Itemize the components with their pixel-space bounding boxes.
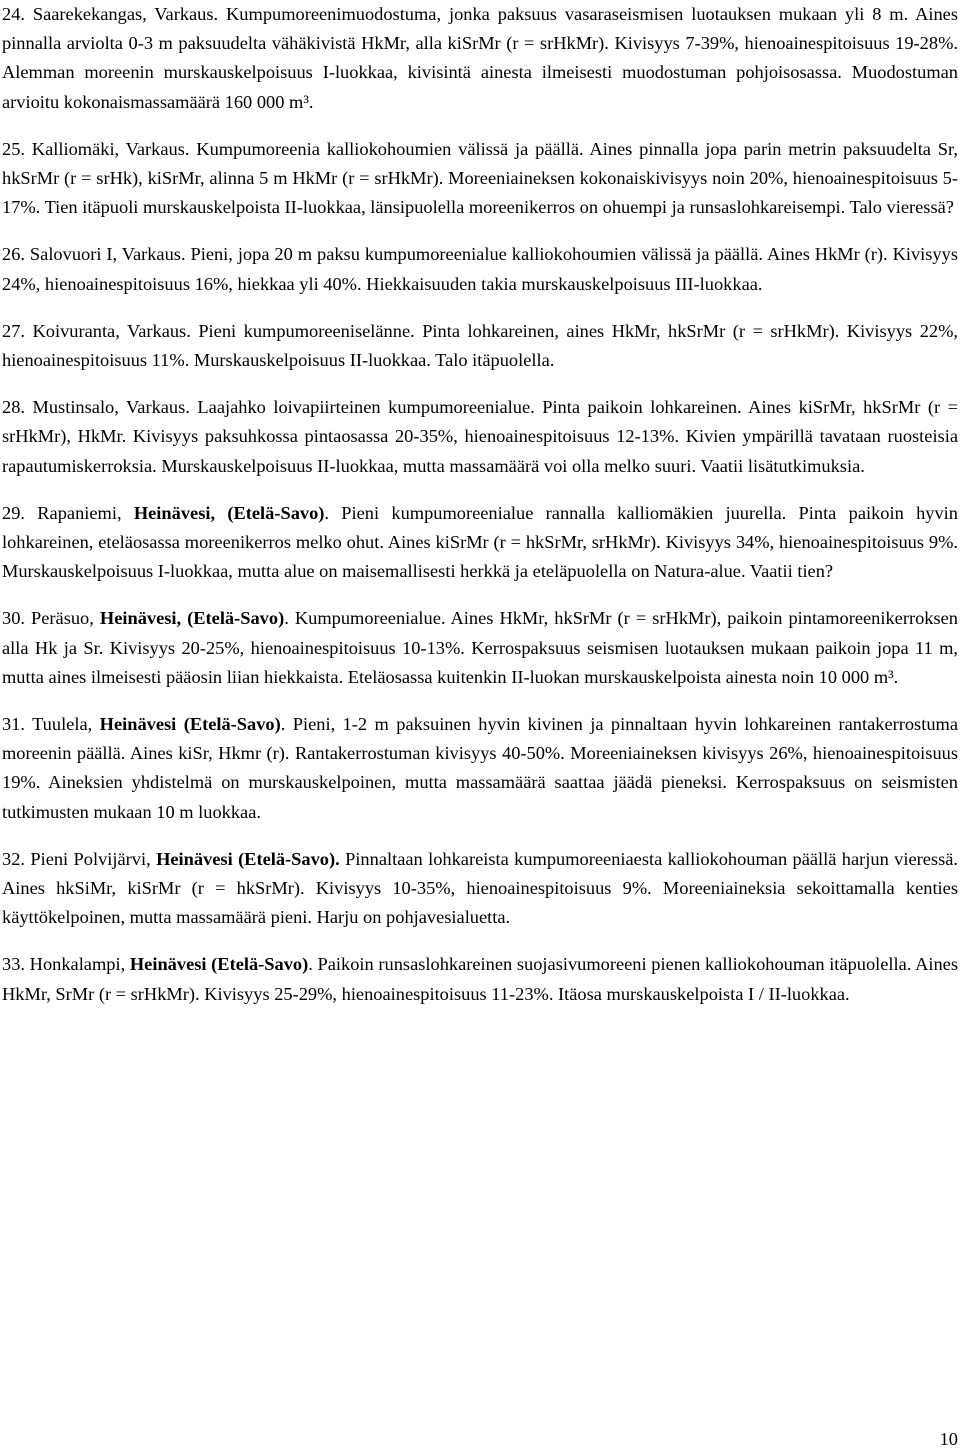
entry-32 [2, 845, 958, 933]
entry-27 [2, 317, 958, 375]
entry-region: Heinävesi (Etelä-Savo). [156, 848, 340, 869]
entry-29 [2, 499, 958, 587]
entry-heading: 25. Kalliomäki, Varkaus. [2, 138, 190, 159]
entry-heading: 27. Koivuranta, Varkaus. [2, 320, 191, 341]
entry-24 [2, 0, 958, 117]
entry-text: . Pieni kumpumoreenialue rannalla kalliomäkien juurella. Pinta paikoin hyvin lohkareinen, eteläosassa moreenikerros melko ohut. Aines kiSrMr (r = hkSrMr, srHkMr). Kivisyys 34%, hienoainespitoisuus 9%. Murskauskelpoisuus I-luokkaa, mutta alue on maisemallisesti herkkä ja eteläpuolella on Natura-alue. Vaatii tien? [2, 502, 958, 582]
entry-33 [2, 950, 958, 1008]
entry-text: . Pieni, 1-2 m paksuinen hyvin kivinen ja pinnaltaan hyvin lohkareinen rantakerrostuma moreenin päällä. Aines kiSr, Hkmr (r). Rantakerrostuman kivisyys 40-50%. Moreeniaineksen kivisyys 26%, hienoainespitoisuus 19%. Aineksien yhdistelmä on murskauskelpoinen, mutta massamäärä saattaa jäädä pieneksi. Kerrospaksuus on seismisten tutkimusten mukaan 10 m luokkaa. [2, 714, 958, 822]
entry-text: Laajahko loivapiirteinen kumpumoreenialue. Pinta paikoin lohkareinen. Aines kiSrMr, hkSrMr (r = srHkMr), HkMr. Kivisyys paksuhkossa pintaosassa 20-35%, hienoainespitoisuus 12-13%. Kivien ympärillä tavataan ruosteisia rapautumiskerroksia. Murskauskelpoisuus II-luokkaa, mutta massamäärä voi olla melko suuri. Vaatii lisätutkimuksia. [2, 397, 959, 476]
entry-text: . Paikoin runsaslohkareinen suojasivumoreeni pienen kalliokohouman itäpuolella. Aines HkMr, SrMr (r = srHkMr). Kivisyys 25-29%, hienoainespitoisuus 11-23%. Itäosa murskauskelpoista I / II-luokkaa. [2, 954, 958, 1004]
entry-28 [2, 393, 958, 481]
page-number: 10 [939, 1429, 958, 1449]
entry-region: Heinävesi (Etelä-Savo) [99, 714, 281, 735]
entry-region: Heinävesi, (Etelä-Savo) [133, 502, 325, 523]
entry-text: Pieni, jopa 20 m paksu kumpumoreenialue kalliokohoumien välissä ja päällä. Aines HkMr (r). Kivisyys 24%, hienoainespitoisuus 16%, hiekkaa yli 40%. Hiekkaisuuden takia murskauskelpoisuus III-luokkaa. [2, 244, 958, 294]
entry-text: Pinnaltaan lohkareista kumpumoreeniaesta kalliokohouman päällä harjun vieressä. Aines hkSiMr, kiSrMr (r = hkSrMr). Kivisyys 10-35%, hienoainespitoisuus 9%. Moreeniaineksia sekoittamalla kenties käyttökelpoinen, mutta massamäärä pieni. Harju on pohjavesialuetta. [2, 848, 958, 928]
entries-list [2, 0, 958, 1027]
entry-30 [2, 604, 958, 692]
entry-heading: 29. Rapaniemi, [2, 502, 134, 523]
entry-heading: 26. Salovuori I, Varkaus. [2, 244, 186, 265]
entry-heading: 33. Honkalampi, [2, 954, 130, 975]
entry-heading: 32. Pieni Polvijärvi, [2, 848, 157, 869]
entry-26 [2, 240, 958, 298]
entry-region: Heinävesi (Etelä-Savo) [129, 954, 309, 975]
entry-region: Heinävesi, (Etelä-Savo) [99, 608, 285, 629]
entry-text: Kumpumoreenimuodostuma, jonka paksuus vasaraseismisen luotauksen mukaan yli 8 m. Aines pinnalla arviolta 0-3 m paksuudelta vähäkivistä HkMr, alla kiSrMr (r = srHkMr). Kivisyys 7-39%, hienoainespitoisuus 19-28%. Alemman moreenin murskauskelpoisuus I-luokkaa, kivisintä ainesta ilmeisesti muodostuman pohjoisosassa. Muodostuman arvioitu kokonaismassamäärä 160 000 m³. [2, 4, 958, 112]
entry-31 [2, 710, 958, 827]
entry-25 [2, 135, 958, 223]
entry-heading: 28. Mustinsalo, Varkaus. [2, 397, 190, 418]
entry-heading: 30. Peräsuo, [2, 608, 100, 629]
entry-text: Pieni kumpumoreeniselänne. Pinta lohkareinen, aines HkMr, hkSrMr (r = srHkMr). Kivisyys 22%, hienoainespitoisuus 11%. Murskauskelpoisuus II-luokkaa. Talo itäpuolella. [2, 320, 958, 371]
entry-heading: 24. Saarekekangas, Varkaus. [2, 4, 219, 24]
entry-text: Kumpumoreenia kalliokohoumien välissä ja päällä. Aines pinnalla jopa parin metrin paksuudelta Sr, hkSrMr (r = srHk), kiSrMr, alinna 5 m HkMr (r = srHkMr). Moreeniaineksen kokonaiskivisyys noin 20%, hienoainespitoisuus 5-17%. Tien itäpuoli murskauskelpoista II-luokkaa, länsipuolella moreenikerros on ohuempi ja runsaslohkareisempi. Talo vieressä? [2, 138, 959, 218]
entry-heading: 31. Tuulela, [2, 714, 100, 735]
entry-text: . Kumpumoreenialue. Aines HkMr, hkSrMr (r = srHkMr), paikoin pintamoreenikerroksen alla Hk ja Sr. Kivisyys 20-25%, hienoainespitoisuus 10-13%. Kerrospaksuus seismisen luotauksen mukaan paikoin jopa 11 m, mutta aines ilmeisesti pääosin liian hiekkaista. Eteläosassa kuitenkin II-luokan murskauskelpoista ainesta noin 10 000 m³. [2, 608, 958, 687]
